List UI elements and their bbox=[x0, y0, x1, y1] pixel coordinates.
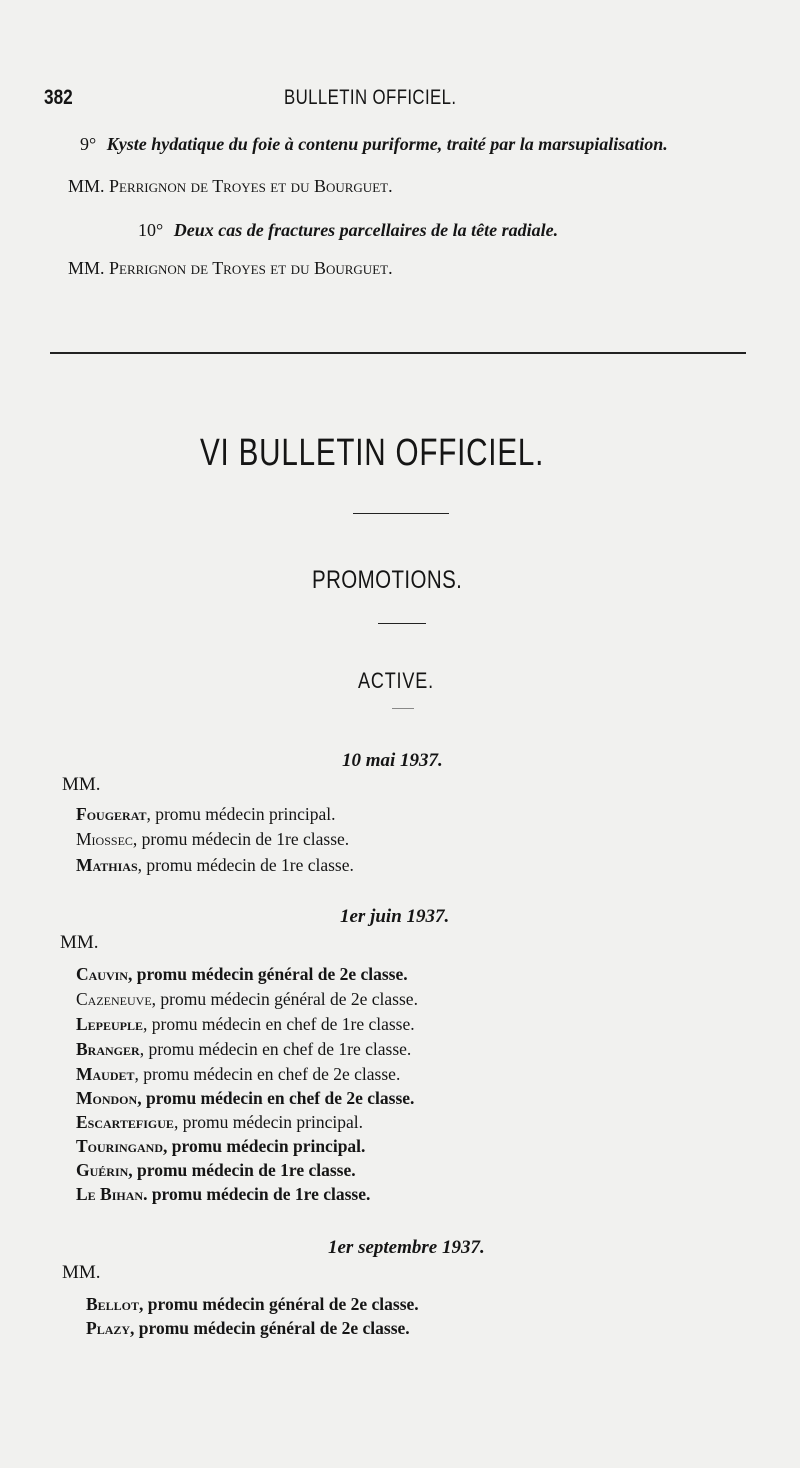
section-subtitle: PROMOTIONS. bbox=[312, 566, 463, 594]
date-heading: 10 mai 1937. bbox=[342, 750, 443, 771]
item-9-authors: MM. Perrignon de Troyes et du Bourguet. bbox=[68, 176, 393, 196]
list-item: Maudet, promu médecin en chef de 2e classe. bbox=[76, 1064, 401, 1084]
list-item: Cauvin, promu médecin général de 2e classe. bbox=[76, 964, 408, 984]
section-title: VI BULLETIN OFFICIEL. bbox=[200, 432, 545, 474]
list-item: Miossec, promu médecin de 1re classe. bbox=[76, 829, 350, 849]
list-item: Touringand, promu médecin principal. bbox=[76, 1136, 366, 1156]
item-10-authors: MM. Perrignon de Troyes et du Bourguet. bbox=[68, 258, 393, 278]
short-rule bbox=[353, 513, 449, 514]
list-item: Cazeneuve, promu médecin général de 2e classe. bbox=[76, 989, 418, 1009]
list-item: Branger, promu médecin en chef de 1re classe. bbox=[76, 1039, 412, 1059]
short-rule bbox=[392, 708, 414, 709]
item-9 bbox=[80, 134, 668, 155]
list-item: Escartefigue, promu médecin principal. bbox=[76, 1112, 363, 1132]
item-title: Kyste hydatique du foie à contenu puriforme, traité par la marsupialisation. bbox=[106, 134, 668, 154]
list-item: Mondon, promu médecin en chef de 2e classe. bbox=[76, 1088, 415, 1108]
page-number: 382 bbox=[44, 86, 73, 109]
list-item: Lepeuple, promu médecin en chef de 1re classe. bbox=[76, 1014, 415, 1034]
date-heading: 1er septembre 1937. bbox=[328, 1237, 485, 1258]
item-10 bbox=[138, 220, 558, 241]
list-item: Bellot, promu médecin général de 2e classe. bbox=[86, 1294, 419, 1314]
group-prefix: MM. bbox=[62, 774, 101, 795]
short-rule bbox=[378, 623, 426, 624]
item-number: 9° bbox=[80, 134, 97, 154]
category-title: ACTIVE. bbox=[358, 668, 434, 693]
date-heading: 1er juin 1937. bbox=[340, 906, 450, 927]
item-number: 10° bbox=[138, 220, 164, 240]
list-item: Le Bihan. promu médecin de 1re classe. bbox=[76, 1184, 371, 1204]
section-divider bbox=[50, 352, 746, 354]
list-item: Mathias, promu médecin de 1re classe. bbox=[76, 855, 354, 875]
running-title: BULLETIN OFFICIEL. bbox=[284, 86, 457, 109]
list-item: Plazy, promu médecin général de 2e classe. bbox=[86, 1318, 410, 1338]
item-title: Deux cas de fractures parcellaires de la tête radiale. bbox=[173, 220, 559, 240]
group-prefix: MM. bbox=[62, 1262, 101, 1283]
list-item: Fougerat, promu médecin principal. bbox=[76, 804, 336, 824]
list-item: Guérin, promu médecin de 1re classe. bbox=[76, 1160, 356, 1180]
group-prefix: MM. bbox=[60, 932, 99, 953]
